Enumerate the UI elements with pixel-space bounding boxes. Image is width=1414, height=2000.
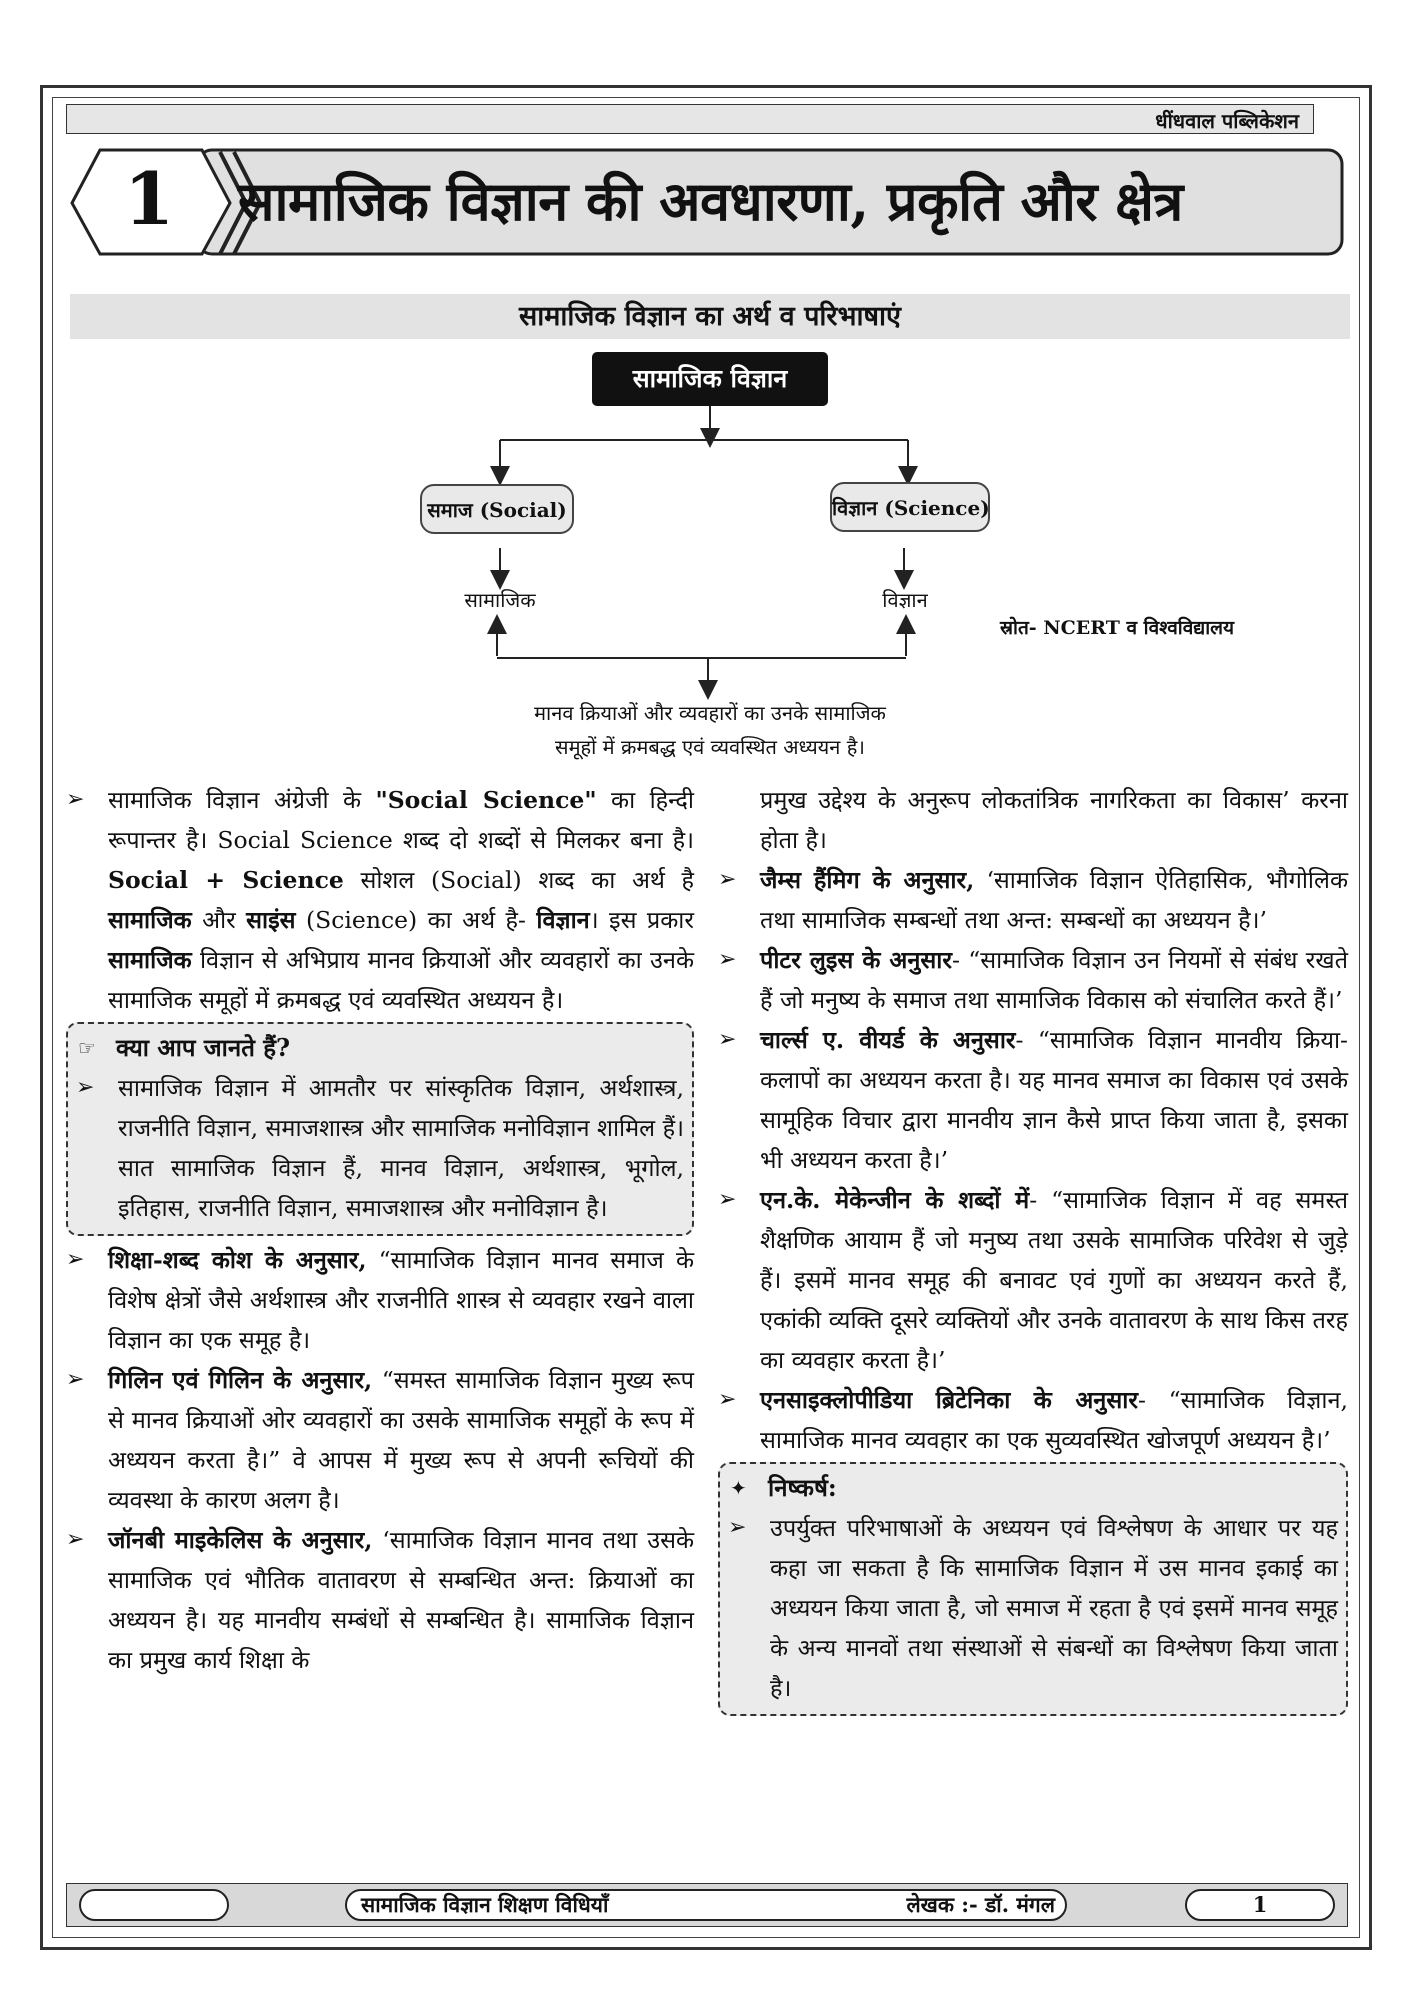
pointing-hand-icon: ☞: [78, 1036, 96, 1060]
footer-page-number: 1: [1185, 1889, 1335, 1921]
publisher-name: धींधवाल पब्लिकेशन: [1155, 109, 1299, 133]
bullet-arrow-icon: ➢: [718, 1187, 737, 1212]
bullet-arrow-icon: ➢: [728, 1515, 747, 1540]
definition-charles-beard: ➢ चार्ल्स ए. वीयर्ड के अनुसार- “सामाजिक विज्ञान मानवीय क्रिया-कलापों का अध्ययन करता है। यह मानव समाज का विकास एवं उसके सामूहिक विचार द्वारा मानवीय ज्ञान कैसे प्राप्त किया जाता है, इसका भी अध्ययन करता है।’: [718, 1020, 1348, 1180]
right-column: [718, 780, 1348, 1720]
did-you-know-title: ☞ क्या आप जानते हैं?: [76, 1028, 684, 1068]
michaelis-continuation: प्रमुख उद्देश्य के अनुरूप लोकतांत्रिक नागरिकता का विकास’ करना होता है।: [760, 786, 1348, 854]
left-column: [66, 780, 694, 1680]
bullet-arrow-icon: ➢: [718, 1387, 737, 1412]
footer-book-title: सामाजिक विज्ञान शिक्षण विधियाँ: [361, 1892, 609, 1917]
did-you-know-box: [66, 1022, 694, 1236]
diagram-left-leaf: सामाजिक: [464, 588, 536, 612]
conclusion-text: ➢ उपर्युक्त परिभाषाओं के अध्ययन एवं विश्लेषण के आधार पर यह कहा जा सकता है कि सामाजिक विज्ञान में उस मानव इकाई का अध्ययन किया जाता है, जो समाज में रहता है एवं इसमें मानव समूह के अन्य मानवों तथा संस्थाओं से संबन्धों का विश्लेषण किया जाता है।: [728, 1508, 1338, 1708]
publisher-bar: [66, 104, 1314, 134]
diagram-right-leaf: विज्ञान: [882, 588, 928, 612]
diagram-right-box: विज्ञान (Science): [830, 482, 990, 532]
bullet-arrow-icon: ➢: [66, 787, 85, 812]
definition-britannica: ➢ एनसाइक्लोपीडिया ब्रिटेनिका के अनुसार- “सामाजिक विज्ञान, सामाजिक मानव व्यवहार का एक सुव्यवस्थित खोजपूर्ण अध्ययन है।’: [718, 1380, 1348, 1460]
conclusion-title: ✦ निष्कर्ष:: [728, 1468, 1338, 1508]
bullet-arrow-icon: ➢: [66, 1527, 85, 1552]
bullet-arrow-icon: ➢: [718, 867, 737, 892]
four-point-star-icon: ✦: [730, 1476, 747, 1500]
footer-author: लेखक :- डॉ. मंगल: [906, 1892, 1055, 1917]
conclusion-box: [718, 1462, 1348, 1716]
bullet-arrow-icon: ➢: [718, 947, 737, 972]
footer-blank-pill: [79, 1889, 229, 1921]
chapter-banner: [70, 148, 1346, 258]
bullet-arrow-icon: ➢: [76, 1075, 95, 1100]
definition-hemming: ➢ जैम्स हैंमिग के अनुसार, ‘सामाजिक विज्ञान ऐतिहासिक, भौगोलिक तथा सामाजिक सम्बन्धों तथा अन्त: सम्बन्धों का अध्ययन है।’: [718, 860, 1348, 940]
page-footer: [66, 1883, 1348, 1927]
bullet-arrow-icon: ➢: [718, 1027, 737, 1052]
did-you-know-text: ➢ सामाजिक विज्ञान में आमतौर पर सांस्कृतिक विज्ञान, अर्थशास्त्र, राजनीति विज्ञान, समाजशास्त्र और सामाजिक मनोविज्ञान शामिल हैं। सात सामाजिक विज्ञान हैं, मानव विज्ञान, अर्थशास्त्र, भूगोल, इतिहास, राजनीति विज्ञान, समाजशास्त्र और मनोविज्ञान है।: [76, 1068, 684, 1228]
footer-title-pill: [345, 1889, 1067, 1921]
chapter-number: 1: [123, 156, 175, 241]
diagram-source: स्रोत- NCERT व विश्वविद्यालय: [1000, 617, 1235, 639]
chapter-title: सामाजिक विज्ञान की अवधारणा, प्रकृति और क्षेत्र: [238, 169, 1183, 233]
section-heading: सामाजिक विज्ञान का अर्थ व परिभाषाएं: [70, 294, 1350, 339]
diagram-definition-line2: समूहों में क्रमबद्ध एवं व्यवस्थित अध्ययन है।: [555, 735, 865, 759]
diagram-definition-line1: मानव क्रियाओं और व्यवहारों का उनके सामाजिक: [534, 701, 886, 725]
definition-shiksha-shabdkosh: ➢ शिक्षा-शब्द कोश के अनुसार, “सामाजिक विज्ञान मानव समाज के विशेष क्षेत्रों जैसे अर्थशास्त्र और राजनीति शास्त्र से व्यवहार रखने वाला विज्ञान का एक समूह है।: [66, 1240, 694, 1360]
definition-peter-lewis: ➢ पीटर लुइस के अनुसार- “सामाजिक विज्ञान उन नियमों से संबंध रखते हैं जो मनुष्य के समाज तथा सामाजिक विकास को संचालित करते हैं।’: [718, 940, 1348, 1020]
definition-gillin: ➢ गिलिन एवं गिलिन के अनुसार, “समस्त सामाजिक विज्ञान मुख्य रूप से मानव क्रियाओं ओर व्यवहारों का उसके सामाजिक समूहों के रूप में अध्ययन करता है।” वे आपस में मुख्य रूप से अपनी रूचियों की व्यवस्था के कारण अलग है।: [66, 1360, 694, 1520]
bullet-arrow-icon: ➢: [66, 1367, 85, 1392]
diagram-root-box: सामाजिक विज्ञान: [592, 352, 828, 406]
intro-paragraph: ➢ सामाजिक विज्ञान अंग्रेजी के "Social Science" का हिन्दी रूपान्तर है। Social Science शब्द दो शब्दों से मिलकर बना है। Social + Science सोशल (Social) शब्द का अर्थ है सामाजिक और साइंस (Science) का अर्थ है- विज्ञान। इस प्रकार सामाजिक विज्ञान से अभिप्राय मानव क्रियाओं और व्यवहारों का उनके सामाजिक समूहों में क्रमबद्ध एवं व्यवस्थित अध्ययन है।: [66, 780, 694, 1020]
diagram-left-box: समाज (Social): [420, 484, 574, 534]
definition-michaelis: ➢ जॉनबी माइकेलिस के अनुसार, ‘सामाजिक विज्ञान मानव तथा उसके सामाजिक एवं भौतिक वातावरण से सम्बन्धित अन्त: क्रियाओं का अध्ययन है। यह मानवीय सम्बंधों से सम्बन्धित है। सामाजिक विज्ञान का प्रमुख कार्य शिक्षा के: [66, 1520, 694, 1680]
bullet-arrow-icon: ➢: [66, 1247, 85, 1272]
definition-mackenzie: ➢ एन.के. मेकेन्जीन के शब्दों में- “सामाजिक विज्ञान में वह समस्त शैक्षणिक आयाम हैं जो मनुष्य तथा उसके सामाजिक परिवेश से जुड़े हैं। इसमें मानव समूह की बनावट एवं गुणों का अध्ययन करते हैं, एकांकी व्यक्ति दूसरे व्यक्तियों और उनके वातावरण के साथ किस तरह का व्यवहार करता है।’: [718, 1180, 1348, 1380]
